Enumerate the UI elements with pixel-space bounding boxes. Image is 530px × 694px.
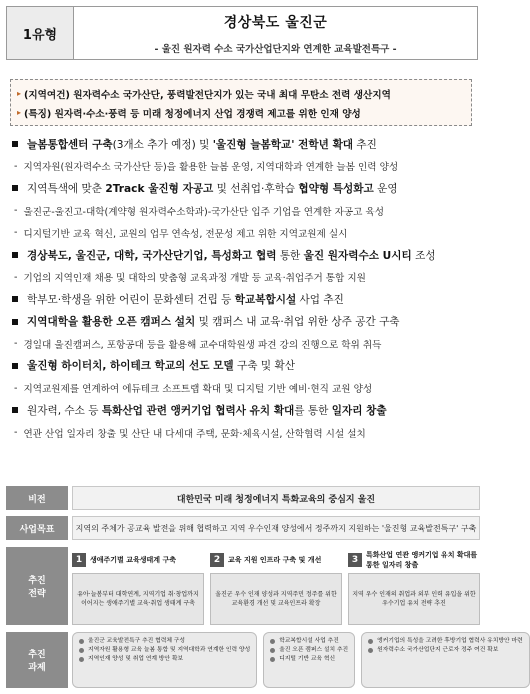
strategy-header [210, 547, 342, 573]
task-item [368, 646, 522, 655]
goal-label: 사업목표 [6, 516, 68, 540]
dash-marker: - [14, 338, 18, 350]
strategy-header [72, 547, 204, 573]
strategy-number: 3 [348, 553, 362, 567]
sub-bullet-item [12, 333, 480, 355]
task-item [270, 637, 348, 646]
task-item [270, 655, 348, 664]
strategy-columns [72, 547, 480, 625]
item-text-segment: 통한 [276, 249, 304, 262]
circle-bullet-icon [368, 648, 373, 653]
circle-bullet-icon [270, 648, 275, 653]
page-subtitle: - 울진 원자력 수소 국가산업단지와 연계한 교육발전특구 - [154, 43, 397, 55]
strategy-diagram [6, 486, 523, 690]
item-text-segment: 원자력, 수소 등 [27, 404, 102, 417]
task-text: 지역자원 활용형 교육 늘봄 통합 및 지역대학과 연계한 인력 양성 [88, 647, 251, 653]
goal-text: 지역의 주체가 공교육 발전을 위해 협력하고 지역 우수인재 양성에서 정주까지 지원하는 '울진형 교육발전특구' 구축 [75, 523, 477, 533]
task-item [79, 646, 250, 655]
item-text-segment: 늘봄통합센터 구축 [27, 138, 113, 151]
sub-bullet-item [12, 421, 480, 443]
item-text-segment: 및 캠퍼스 내 교육·취업 위한 상주 공간 구축 [195, 316, 400, 329]
item-text-segment: 및 선취업·후학습 [213, 182, 299, 195]
task-text: 원자력수소 국가산업단지 근로자 정주 여건 확보 [377, 647, 499, 653]
task-text: 디지털 기반 교육 혁신 [279, 656, 336, 662]
context-text: (특징) 원자력·수소·풍력 등 미래 청정에너지 산업 경쟁력 제고를 위한 인재 양성 [24, 108, 361, 120]
context-box [10, 79, 472, 126]
item-text-segment: 학부모·학생을 위한 어린이 문화센터 건립 등 [27, 293, 235, 306]
item-text-segment: 운영 [373, 182, 398, 195]
task-text: 지역인재 양성 및 취업 연계 방안 확보 [88, 656, 184, 662]
task-item [270, 646, 348, 655]
vision-text: 대한민국 미래 청정에너지 특화교육의 중심지 울진 [176, 494, 376, 505]
circle-bullet-icon [79, 639, 84, 644]
arrow-icon: ▸ [17, 108, 22, 117]
sub-bullet-item [12, 200, 480, 222]
task-columns [72, 632, 530, 688]
main-bullet-item [12, 288, 480, 310]
context-line [17, 103, 465, 122]
main-bullet-item [12, 355, 480, 377]
main-bullet-item [12, 177, 480, 199]
sub-item-text: 연관 산업 일자리 창출 및 산단 내 다세대 주택, 문화·체육시설, 산학협력 시설 설치 [23, 428, 366, 440]
task-item [368, 637, 522, 646]
circle-bullet-icon [79, 657, 84, 662]
square-bullet-icon [12, 141, 18, 147]
task-text: 앵커기업의 특성을 고려한 후방기업 협력사 유치방안 마련 [377, 638, 523, 644]
strategy-column [348, 547, 480, 625]
task-text: 학교복합시설 사업 추진 [279, 638, 339, 644]
strategy-header [348, 547, 480, 573]
item-text-segment: 일자리 창출 [331, 404, 387, 417]
page-header [6, 6, 478, 60]
item-text-segment: 지역특색에 맞춘 [27, 182, 106, 195]
square-bullet-icon [12, 296, 18, 302]
strategy-body: 유아·늘봄부터 대학연계, 지역기업 취·창업까지 이어지는 생애주기별 교육·취업 생태계 구축 [72, 573, 204, 625]
item-text-segment: 추진 [353, 138, 377, 151]
sub-bullet-item [12, 377, 480, 399]
item-text-segment: 를 통한 [294, 404, 332, 417]
item-text-segment: 협약형 특성화고 [298, 182, 374, 195]
sub-item-text: 지역자원(원자력수소 국가산단 등)을 활용한 늘봄 운영, 지역대학과 연계한 늘봄 인력 양성 [23, 162, 399, 174]
square-bullet-icon [12, 407, 18, 413]
strategy-title: 교육 지원 인프라 구축 및 개선 [228, 556, 322, 564]
sub-bullet-item [12, 222, 480, 244]
square-bullet-icon [12, 319, 18, 325]
task-text: 울진 오픈 캠퍼스 설치 추진 [279, 647, 349, 653]
task-item [79, 655, 250, 664]
arrow-icon: ▸ [17, 89, 22, 98]
circle-bullet-icon [368, 639, 373, 644]
item-text-segment: 특화산업 관련 앵커기업 협력사 유치 확대 [101, 404, 295, 417]
task-text: 울진군 교육발전특구 추진 협력체 구성 [88, 638, 185, 644]
square-bullet-icon [12, 363, 18, 369]
sub-bullet-item [12, 266, 480, 288]
item-text-segment: 경상북도, 울진군, 대학, 국가산단기업, 특성화고 협력 [27, 249, 277, 262]
dash-marker: - [14, 227, 18, 239]
sub-item-text: 울진군-울진고-대학(계약형 원자력수소학과)-국가산단 입주 기업을 연계한 자공고 육성 [23, 206, 385, 218]
task-item [79, 637, 250, 646]
strategy-number: 1 [72, 553, 86, 567]
task-label: 추진 과제 [6, 632, 68, 688]
item-text-segment: 울진 원자력수소 U시티 [303, 249, 412, 262]
square-bullet-icon [12, 185, 18, 191]
sub-bullet-item [12, 155, 480, 177]
main-bullet-item [12, 399, 480, 421]
vision-label: 비전 [6, 486, 68, 510]
task-box [361, 632, 529, 688]
strategy-body: 울진군 우수 인재 양성과 지역주민 정주를 위한 교육환경 개선 및 교육인프라 확장 [210, 573, 342, 625]
context-text: (지역여건) 원자력수소 국가산단, 풍력발전단지가 있는 국내 최대 무탄소 전력 생산지역 [24, 89, 391, 101]
item-text-segment: '울진형 늘봄학교' 전학년 확대 [212, 138, 354, 151]
item-text-segment: 학교복합시설 [234, 293, 297, 306]
vision-row [6, 486, 480, 510]
strategy-column [210, 547, 342, 625]
circle-bullet-icon [270, 639, 275, 644]
vision-box [72, 486, 480, 510]
square-bullet-icon [12, 252, 18, 258]
item-text-segment: 사업 추진 [296, 293, 344, 306]
strategy-label: 추진 전략 [6, 547, 68, 625]
strategy-body: 지역 우수 인재의 취업과 외부 인력 유입을 위한 우수기업 유치 전략 추진 [348, 573, 480, 625]
sub-item-text: 디지털기반 교육 혁신, 교원의 업무 연속성, 전문성 제고 위한 지역교원제 실시 [23, 228, 348, 240]
item-text-segment: 조성 [411, 249, 436, 262]
strategy-title: 생애주기별 교육생태계 구축 [90, 556, 177, 564]
task-box [263, 632, 355, 688]
item-text-segment: 2Track 울진형 자공고 [105, 182, 214, 195]
goal-row [6, 516, 480, 540]
dash-marker: - [14, 382, 18, 394]
strategy-column [72, 547, 204, 625]
title-block [74, 7, 477, 59]
dash-marker: - [14, 271, 18, 283]
sub-item-text: 지역교원제를 연계하여 에듀테크 소프트랩 확대 및 디지털 기반 예비·현직 교원 양성 [23, 384, 373, 396]
main-bullet-item [12, 244, 480, 266]
initiative-list [12, 133, 480, 444]
item-text-segment: (3개소 추가 예정) 및 [112, 138, 213, 151]
main-bullet-item [12, 133, 480, 155]
item-text-segment: 울진형 하이터치, 하이테크 학교의 선도 모델 [27, 360, 234, 373]
item-text-segment: 구축 및 확산 [233, 360, 295, 373]
goal-box [72, 516, 480, 540]
strategy-number: 2 [210, 553, 224, 567]
dash-marker: - [14, 205, 18, 217]
item-text-segment: 지역대학을 활용한 오픈 캠퍼스 설치 [27, 316, 196, 329]
dash-marker: - [14, 427, 18, 439]
context-line [17, 84, 465, 103]
main-bullet-item [12, 311, 480, 333]
task-row [6, 632, 523, 688]
sub-item-text: 기업의 지역인재 채용 및 대학의 맞춤형 교육과정 개발 등 교육·취업주거 통합 지원 [23, 273, 366, 285]
strategy-title: 특화산업 연관 앵커기업 유치 확대를 통한 일자리 창출 [366, 551, 478, 569]
strategy-row [6, 547, 480, 625]
circle-bullet-icon [270, 657, 275, 662]
task-box [72, 632, 257, 688]
sub-item-text: 경일대 울진캠퍼스, 포항공대 등을 활용해 교수대학원생 파견 강의 진행으로 학위 취득 [23, 339, 382, 351]
page-title: 경상북도 울진군 [223, 14, 328, 31]
type-label: 1유형 [7, 7, 74, 59]
circle-bullet-icon [79, 648, 84, 653]
dash-marker: - [14, 160, 18, 172]
